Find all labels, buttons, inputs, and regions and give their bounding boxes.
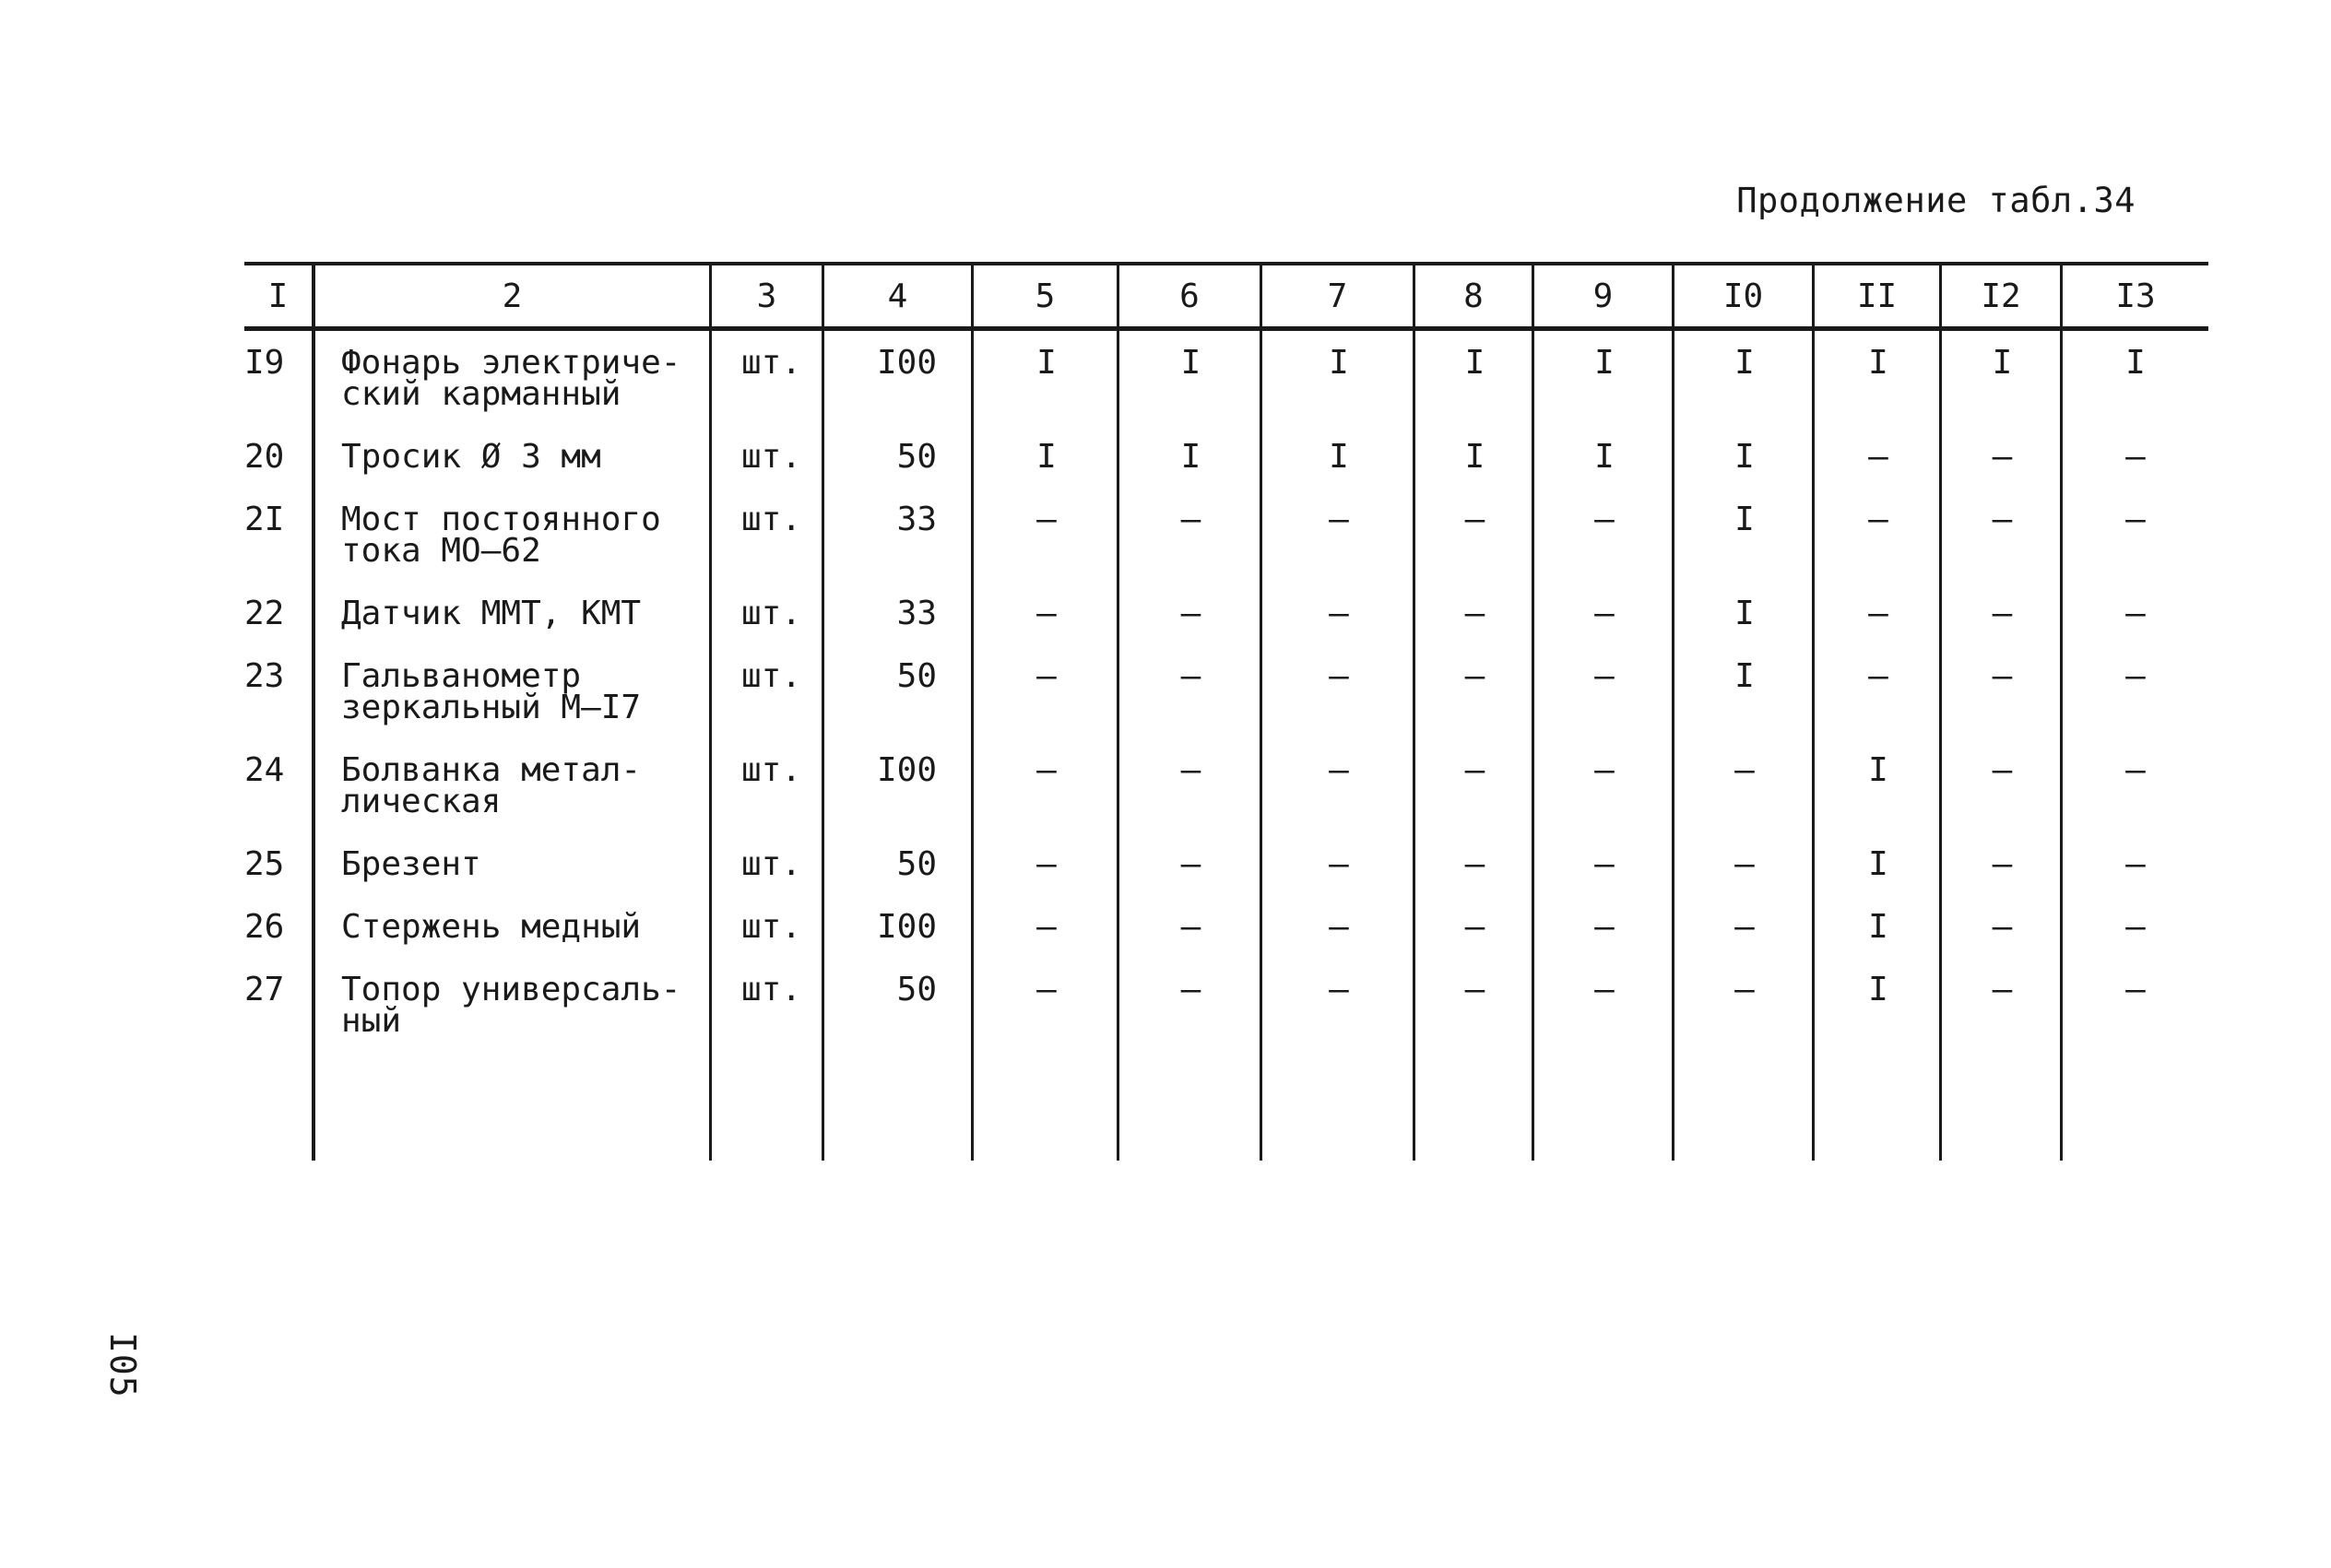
item-value: –	[1180, 657, 1201, 695]
item-unit: шт.	[741, 501, 802, 538]
item-value: –	[1329, 908, 1349, 946]
item-value: –	[1180, 908, 1201, 946]
header-col-4: 4	[824, 265, 974, 326]
header-col-12: I2	[1942, 265, 2063, 326]
table-rows	[244, 331, 2208, 1063]
item-value: –	[1329, 751, 1349, 789]
item-value: I	[1868, 344, 1888, 382]
item-value: I	[1329, 438, 1349, 476]
item-value: –	[1180, 595, 1201, 632]
item-value: –	[2125, 751, 2146, 789]
item-quantity: 50	[896, 657, 937, 695]
item-name: Датчик ММТ, КМТ	[341, 595, 642, 632]
item-value: I	[1868, 845, 1888, 883]
item-value: I	[1329, 344, 1349, 382]
table-caption: Продолжение табл.34	[1736, 181, 2136, 220]
item-value: –	[1036, 971, 1057, 1008]
item-value: I	[1734, 501, 1755, 538]
item-value: –	[2125, 845, 2146, 883]
item-value: I	[1594, 438, 1615, 476]
table-row	[244, 655, 2208, 749]
row-number: 24	[244, 751, 285, 789]
item-name: Фонарь электриче- ский карманный	[341, 344, 681, 413]
item-value: –	[2125, 657, 2146, 695]
item-value: –	[1329, 595, 1349, 632]
table-row	[244, 499, 2208, 593]
table-row	[244, 342, 2208, 436]
equipment-table	[244, 262, 2208, 1161]
item-value: –	[1180, 971, 1201, 1008]
item-name: Топор универсаль- ный	[341, 971, 681, 1040]
item-name: Болванка метал- лическая	[341, 751, 642, 820]
item-value: I	[1734, 657, 1755, 695]
item-value: –	[1464, 501, 1485, 538]
item-value: –	[2125, 908, 2146, 946]
item-value: –	[2125, 971, 2146, 1008]
item-value: –	[1868, 657, 1888, 695]
row-number: 22	[244, 595, 285, 632]
page-number: I05	[102, 1332, 143, 1398]
item-value: –	[1734, 908, 1755, 946]
item-unit: шт.	[741, 845, 802, 883]
item-quantity: 50	[896, 971, 937, 1008]
item-value: –	[1036, 908, 1057, 946]
item-value: –	[1992, 438, 2013, 476]
item-value: –	[1594, 657, 1615, 695]
table-body	[244, 331, 2208, 1161]
item-value: –	[2125, 595, 2146, 632]
item-value: –	[1868, 438, 1888, 476]
row-number: 23	[244, 657, 285, 695]
item-name: Брезент	[341, 845, 481, 883]
item-value: I	[1734, 595, 1755, 632]
header-col-11: II	[1815, 265, 1942, 326]
header-col-7: 7	[1262, 265, 1415, 326]
item-value: –	[1329, 845, 1349, 883]
item-name: Гальванометр зеркальный М–I7	[341, 657, 642, 726]
row-number: 26	[244, 908, 285, 946]
item-value: I	[1036, 438, 1057, 476]
header-col-10: I0	[1674, 265, 1815, 326]
item-unit: шт.	[741, 657, 802, 695]
item-unit: шт.	[741, 751, 802, 789]
item-unit: шт.	[741, 908, 802, 946]
item-value: –	[1329, 657, 1349, 695]
item-value: –	[1036, 751, 1057, 789]
item-unit: шт.	[741, 438, 802, 476]
item-quantity: 50	[896, 438, 937, 476]
item-value: –	[1180, 751, 1201, 789]
item-value: –	[1868, 501, 1888, 538]
item-value: –	[1734, 971, 1755, 1008]
item-value: I	[2125, 344, 2146, 382]
item-value: –	[1464, 751, 1485, 789]
table-row	[244, 436, 2208, 499]
header-col-6: 6	[1119, 265, 1262, 326]
item-value: –	[1594, 908, 1615, 946]
item-quantity: 50	[896, 845, 937, 883]
item-value: –	[1992, 657, 2013, 695]
header-col-3: 3	[712, 265, 824, 326]
table-row	[244, 749, 2208, 843]
item-value: –	[1329, 501, 1349, 538]
row-number: 2I	[244, 501, 285, 538]
item-value: –	[1594, 501, 1615, 538]
item-value: –	[1734, 845, 1755, 883]
item-unit: шт.	[741, 344, 802, 382]
item-value: I	[1868, 908, 1888, 946]
item-value: –	[1329, 971, 1349, 1008]
item-name: Мост постоянного тока МО–62	[341, 501, 661, 570]
item-value: I	[1868, 971, 1888, 1008]
item-quantity: I00	[876, 344, 937, 382]
item-value: I	[1036, 344, 1057, 382]
item-name: Тросик Ø 3 мм	[341, 438, 601, 476]
item-value: –	[1594, 845, 1615, 883]
item-quantity: 33	[896, 595, 937, 632]
row-number: I9	[244, 344, 285, 382]
item-value: I	[1464, 344, 1485, 382]
item-value: –	[1734, 751, 1755, 789]
item-value: –	[1036, 845, 1057, 883]
item-value: I	[1734, 344, 1755, 382]
item-name: Стержень медный	[341, 908, 642, 946]
item-value: I	[1180, 438, 1201, 476]
item-value: –	[1868, 595, 1888, 632]
item-value: –	[1180, 501, 1201, 538]
item-value: –	[1992, 845, 2013, 883]
item-unit: шт.	[741, 595, 802, 632]
table-row	[244, 843, 2208, 906]
header-col-13: I3	[2115, 277, 2156, 315]
header-col-2: 2	[315, 265, 712, 326]
item-value: –	[1036, 657, 1057, 695]
item-value: –	[1464, 908, 1485, 946]
item-value: I	[1464, 438, 1485, 476]
item-value: I	[1992, 344, 2013, 382]
item-quantity: I00	[876, 751, 937, 789]
item-value: I	[1180, 344, 1201, 382]
item-value: –	[1992, 971, 2013, 1008]
item-value: –	[1464, 657, 1485, 695]
item-value: –	[1594, 751, 1615, 789]
item-value: –	[1464, 971, 1485, 1008]
item-value: I	[1594, 344, 1615, 382]
header-col-5: 5	[974, 265, 1119, 326]
header-col-8: 8	[1415, 265, 1534, 326]
item-value: –	[1464, 845, 1485, 883]
item-value: –	[1594, 595, 1615, 632]
item-quantity: I00	[876, 908, 937, 946]
header-col-9: 9	[1534, 265, 1674, 326]
item-value: –	[1594, 971, 1615, 1008]
item-value: –	[1992, 908, 2013, 946]
item-value: –	[2125, 501, 2146, 538]
item-value: –	[1992, 501, 2013, 538]
header-col-1: I	[244, 265, 315, 326]
table-row	[244, 969, 2208, 1063]
table-row	[244, 593, 2208, 655]
item-value: –	[1992, 595, 2013, 632]
item-quantity: 33	[896, 501, 937, 538]
item-value: –	[1180, 845, 1201, 883]
item-value: I	[1868, 751, 1888, 789]
item-value: I	[1734, 438, 1755, 476]
item-unit: шт.	[741, 971, 802, 1008]
row-number: 25	[244, 845, 285, 883]
item-value: –	[1036, 595, 1057, 632]
table-row	[244, 906, 2208, 969]
table-header-row	[244, 262, 2208, 331]
row-number: 27	[244, 971, 285, 1008]
item-value: –	[1464, 595, 1485, 632]
item-value: –	[2125, 438, 2146, 476]
item-value: –	[1036, 501, 1057, 538]
row-number: 20	[244, 438, 285, 476]
item-value: –	[1992, 751, 2013, 789]
